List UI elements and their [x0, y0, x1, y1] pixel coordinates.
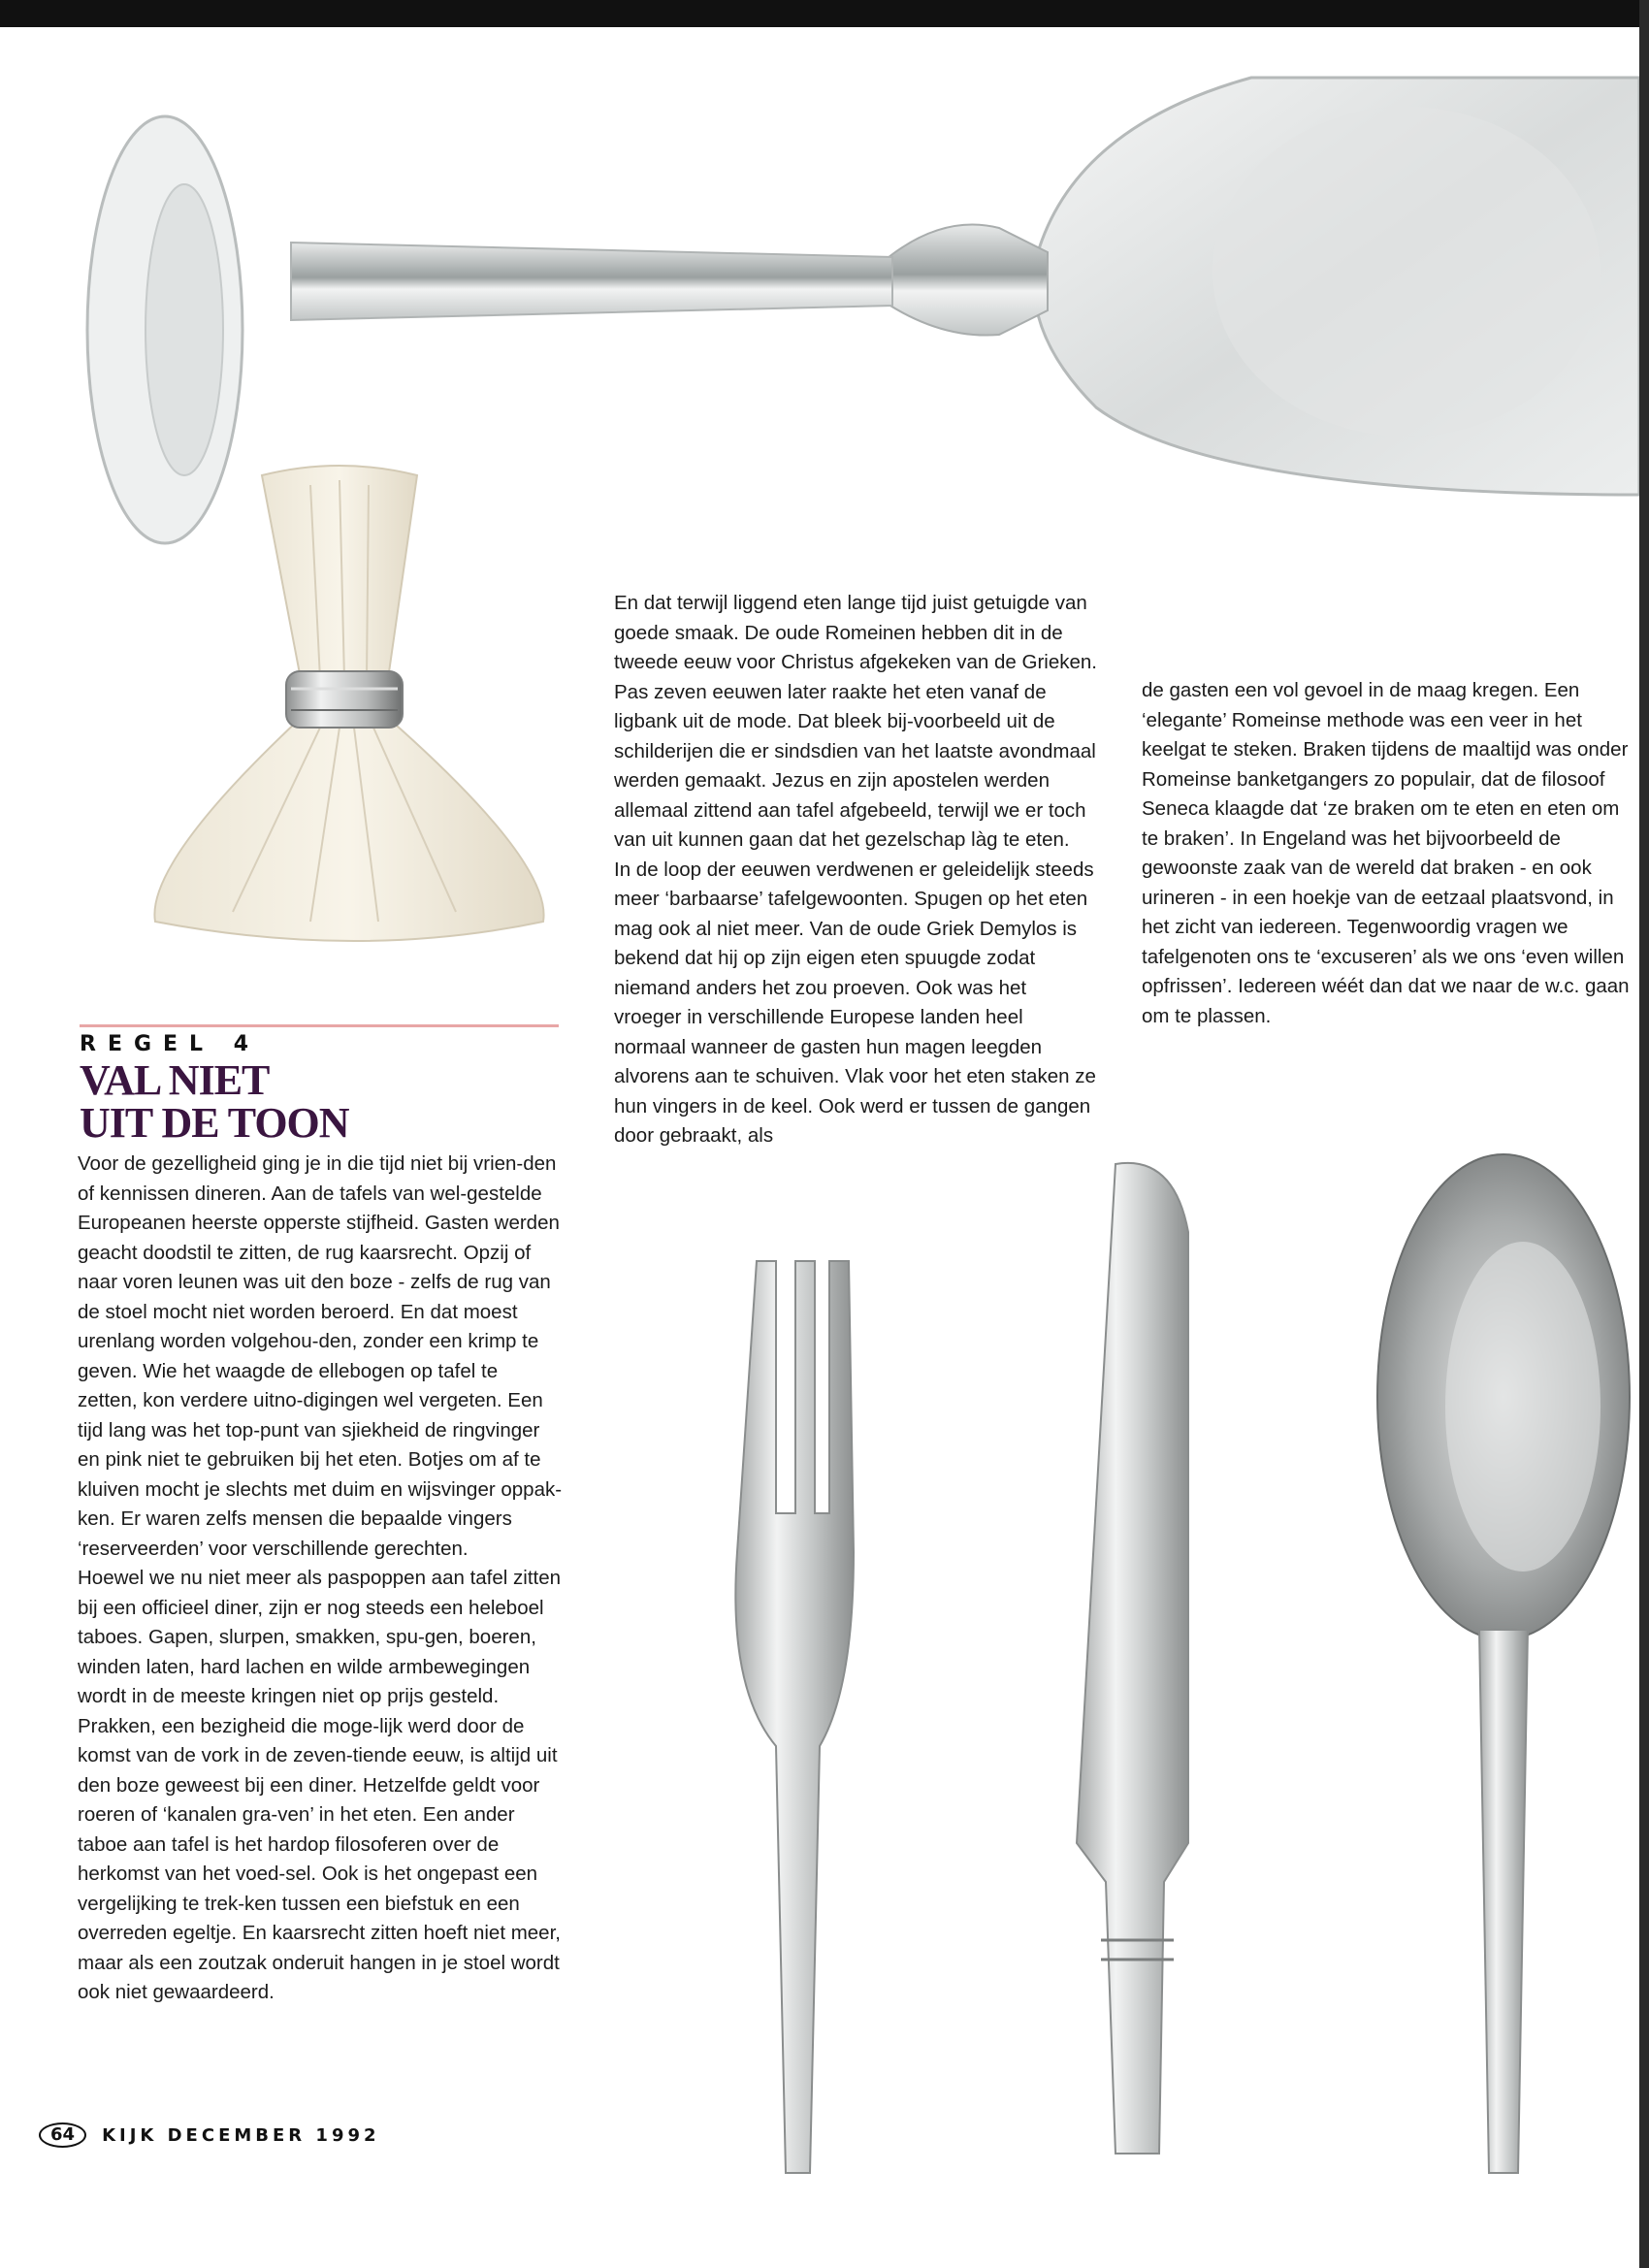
- page-top-band: [0, 0, 1649, 27]
- column-1-paragraph-2: Hoewel we nu niet meer als paspoppen aan tafel zitten bij een officieel diner, zijn er nog steeds een heleboel taboes. Gapen, slurpen, smakken, spu-gen, boeren, winden laten, hard lachen en wilde armbewegingen wordt in de meeste kringen niet op prijs gesteld. Prakken, een bezigheid die moge-lijk werd door de komst van de vork in de zeven-tiende eeuw, is altijd uit den boze geweest bij een diner. Hetzelfde geldt voor roeren of ‘kanalen gra-ven’ in het eten. Een ander taboe aan tafel is het hardop filosoferen over de herkomst van het voed-sel. Ook is het ongepast een vergelijking te trek-ken tussen een biefstuk en een overreden egeltje. En kaarsrecht zitten hoeft niet meer, maar als een zoutzak onderuit hangen in je stoel wordt ook niet gewaardeerd.: [78, 1567, 562, 2003]
- headline-line-1: VAL NIET: [80, 1056, 270, 1104]
- column-2-paragraph-1: En dat terwijl liggend eten lange tijd juist getuigde van goede smaak. De oude Romeinen hebben dit in de tweede eeuw voor Christus afgekeken van de Grieken. Pas zeven eeuwen later raakte het eten vanaf de ligbank uit de mode. Dat bleek bij-voorbeeld uit de schilderijen die er sindsdien van het laatste avondmaal werden gemaakt. Jezus en zijn apostelen werden allemaal zittend aan tafel afgebeeld, terwijl we er toch van uit kunnen gaan dat het gezelschap làg te eten.: [614, 592, 1097, 851]
- napkin-illustration: [146, 456, 572, 970]
- knife: [1077, 1163, 1188, 2154]
- column-2-paragraph-2: In de loop der eeuwen verdwenen er geleidelijk steeds meer ‘barbaarse’ tafelgewoonten. Spugen op het eten mag ook al niet meer. Van de oude Griek Demylos is bekend dat hij op zijn eigen eten spuugde zodat niemand anders het zou proeven. Ook was het vroeger in verschillende Europese landen heel normaal wanneer de gasten hun magen leegden alvorens aan te schuiven. Vlak voor het eten staken ze hun vingers in de keel. Ook werd er tussen de gangen door gebraakt, als: [614, 858, 1096, 1147]
- column-3-paragraph-1: de gasten een vol gevoel in de maag kregen. Een ‘elegante’ Romeinse methode was een veer in het keelgat te steken. Braken tijdens de maaltijd was onder Romeinse banketgangers zo populair, dat de filosoof Seneca klaagde dat ‘ze braken om te eten en eten om te braken’. In Engeland was het bijvoorbeeld de gewoonste zaak van de wereld dat braken - en ook urineren - in een hoekje van de eetzaal plaatsvond, in het zicht van iedereen. Tegenwoordig vragen we tafelgenoten ons te ‘excuseren’ als we ons ‘even willen opfrissen’. Iedereen wéét dan dat we naar de w.c. gaan om te plassen.: [1142, 679, 1630, 1027]
- publication-line: KIJK DECEMBER 1992: [102, 2124, 380, 2146]
- fork: [735, 1261, 854, 2173]
- page-right-edge: [1639, 0, 1649, 2268]
- napkin-photo: [146, 456, 572, 970]
- article-column-1: [78, 1150, 563, 2008]
- page-footer: [39, 2122, 380, 2148]
- page-number: 64: [39, 2122, 86, 2148]
- column-1-paragraph-1: Voor de gezelligheid ging je in die tijd niet bij vrien-den of kennissen dineren. Aan de tafels van wel-gestelde Europeanen heerste opperste stijfheid. Gasten werden geacht doodstil te zitten, de rug kaarsrecht. Opzij of naar voren leunen was uit den boze - zelfs de rug van de stoel mocht niet worden beroerd. En dat moest urenlang worden volgehou-den, zonder een krimp te geven. Wie het waagde de ellebogen op tafel te zetten, kon verdere uitno-digingen wel vergeten. Een tijd lang was het top-punt van sjiekheid de ringvinger en pink niet te gebruiken bij het eten. Botjes om af te kluiven mocht je slechts met duim en wijsvinger oppak-ken. Er waren zelfs mensen die bepaalde vingers ‘reserveerden’ voor verschillende gerechten.: [78, 1152, 563, 1560]
- headline: [80, 1056, 565, 1147]
- article-column-2: [614, 589, 1099, 1151]
- headline-line-2: UIT DE TOON: [80, 1099, 349, 1147]
- cutlery-illustration: [718, 1145, 1639, 2202]
- section-rule: [80, 1024, 559, 1027]
- article-column-3: [1142, 676, 1630, 1031]
- cutlery-photo: [718, 1145, 1639, 2202]
- spoon: [1377, 1154, 1630, 2173]
- rule-label: REGEL 4: [80, 1032, 261, 1056]
